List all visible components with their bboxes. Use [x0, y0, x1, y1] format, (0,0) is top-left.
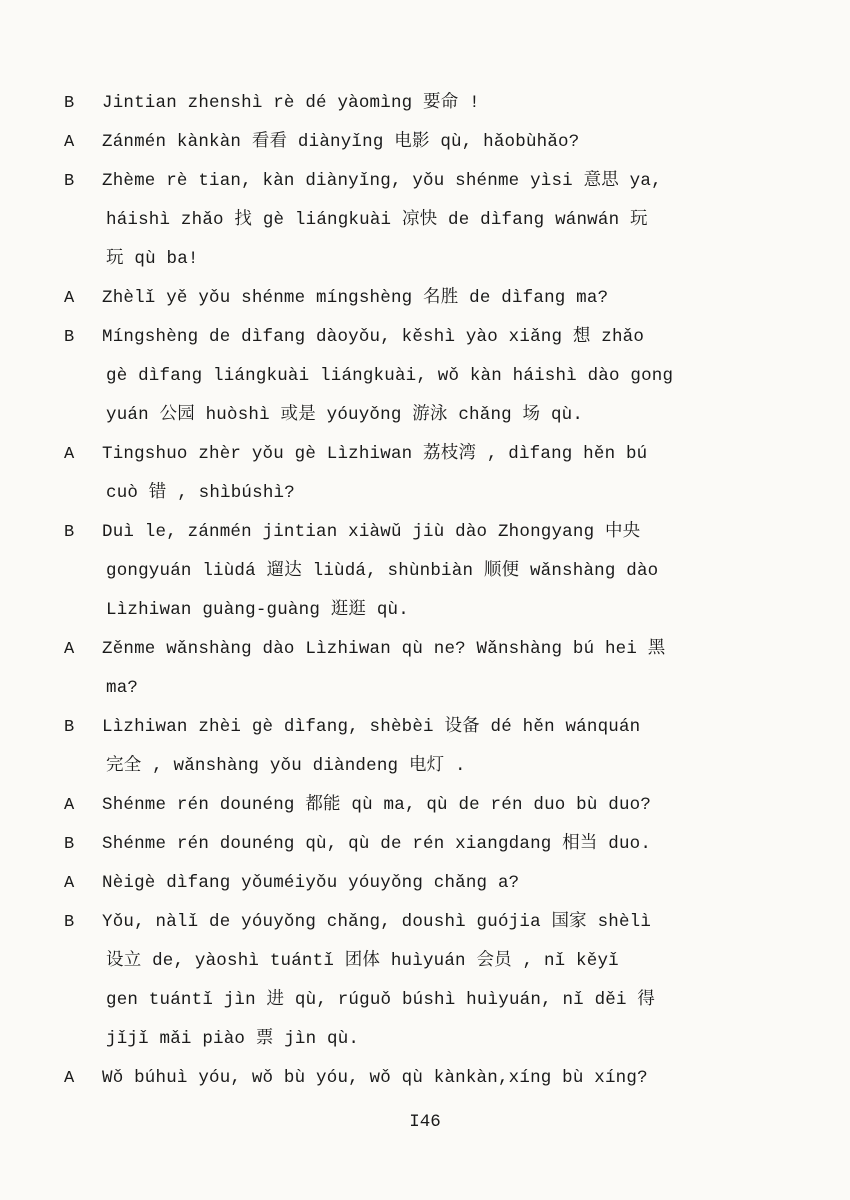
dialogue-line: háishì zhǎo 找 gè liángkuài 凉快 de dìfang wánwán 玩	[106, 210, 648, 230]
dialogue-line: Tingshuo zhèr yǒu gè Lìzhiwan 荔枝湾 , dìfang hěn bú	[102, 444, 648, 464]
page-number: I46	[409, 1112, 441, 1132]
dialogue-line: Shénme rén dounéng qù, qù de rén xiangdang 相当 duo.	[102, 834, 652, 854]
speaker-label: A	[64, 133, 75, 152]
dialogue-line: Wǒ búhuì yóu, wǒ bù yóu, wǒ qù kànkàn,xíng bù xíng?	[102, 1068, 648, 1088]
speaker-label: B	[64, 718, 75, 737]
dialogue-line: gen tuántǐ jìn 进 qù, rúguǒ búshì huìyuán, nǐ děi 得	[106, 990, 656, 1010]
speaker-label: A	[64, 640, 75, 659]
speaker-label: B	[64, 328, 75, 347]
dialogue-lines	[102, 513, 822, 630]
speaker-label: A	[64, 1069, 75, 1088]
dialogue-lines	[102, 279, 822, 318]
dialogue-line: Shénme rén dounéng 都能 qù ma, qù de rén duo bù duo?	[102, 795, 652, 815]
dialogue-line: Zhème rè tian, kàn diànyǐng, yǒu shénme yìsi 意思 ya,	[102, 171, 662, 191]
dialogue-line: yuán 公园 huòshì 或是 yóuyǒng 游泳 chǎng 场 qù.	[106, 405, 584, 425]
speaker-label: A	[64, 289, 75, 308]
dialogue-lines	[102, 318, 822, 435]
dialogue-line: Zhèlǐ yě yǒu shénme míngshèng 名胜 de dìfang ma?	[102, 288, 609, 308]
dialogue-lines	[102, 84, 822, 123]
dialogue-lines	[102, 864, 822, 903]
speaker-label: B	[64, 835, 75, 854]
dialogue-line: 完全 , wǎnshàng yǒu diàndeng 电灯 .	[106, 756, 466, 776]
dialogue-lines	[102, 630, 822, 708]
dialogue-line: Duì le, zánmén jintian xiàwǔ jiù dào Zhongyang 中央	[102, 522, 641, 542]
dialogue-line: Lìzhiwan zhèi gè dìfang, shèbèi 设备 dé hěn wánquán	[102, 717, 641, 737]
dialogue-line: gongyuán liùdá 遛达 liùdá, shùnbiàn 顺便 wǎnshàng dào	[106, 561, 659, 581]
dialogue-line: 设立 de, yàoshì tuántǐ 团体 huìyuán 会员 , nǐ kěyǐ	[106, 951, 619, 971]
dialogue-line: Zěnme wǎnshàng dào Lìzhiwan qù ne? Wǎnshàng bú hei 黑	[102, 639, 666, 659]
dialogue-line: 玩 qù ba!	[106, 249, 199, 269]
dialogue-line: Míngshèng de dìfang dàoyǒu, kěshì yào xiǎng 想 zhǎo	[102, 327, 645, 347]
dialogue-line: gè dìfang liángkuài liángkuài, wǒ kàn háishì dào gong	[106, 366, 674, 386]
dialogue-lines	[102, 786, 822, 825]
speaker-label: A	[64, 445, 75, 464]
dialogue-line: Yǒu, nàlǐ de yóuyǒng chǎng, doushì guójia 国家 shèlì	[102, 912, 652, 932]
dialogue-line: Lìzhiwan guàng-guàng 逛逛 qù.	[106, 600, 409, 620]
dialogue-lines	[102, 708, 822, 786]
dialogue-line: Jintian zhenshì rè dé yàomìng 要命 !	[102, 93, 480, 113]
speaker-label: B	[64, 523, 75, 542]
dialogue-lines	[102, 903, 822, 1059]
dialogue-line: cuò 错 , shìbúshì?	[106, 483, 295, 503]
dialogue-line: Zánmén kànkàn 看看 diànyǐng 电影 qù, hǎobùhǎo?	[102, 132, 580, 152]
speaker-label: B	[64, 172, 75, 191]
dialogue-lines	[102, 825, 822, 864]
speaker-label: A	[64, 874, 75, 893]
speaker-label: A	[64, 796, 75, 815]
dialogue-line: ma?	[106, 678, 139, 698]
dialogue-line: jǐjǐ mǎi piào 票 jìn qù.	[106, 1029, 360, 1049]
dialogue-line: Nèigè dìfang yǒuméiyǒu yóuyǒng chǎng a?	[102, 873, 520, 893]
dialogue-lines	[102, 162, 822, 279]
dialogue-lines	[102, 1059, 822, 1098]
dialogue-lines	[102, 435, 822, 513]
speaker-label: B	[64, 94, 75, 113]
speaker-label: B	[64, 913, 75, 932]
dialogue-lines	[102, 123, 822, 162]
